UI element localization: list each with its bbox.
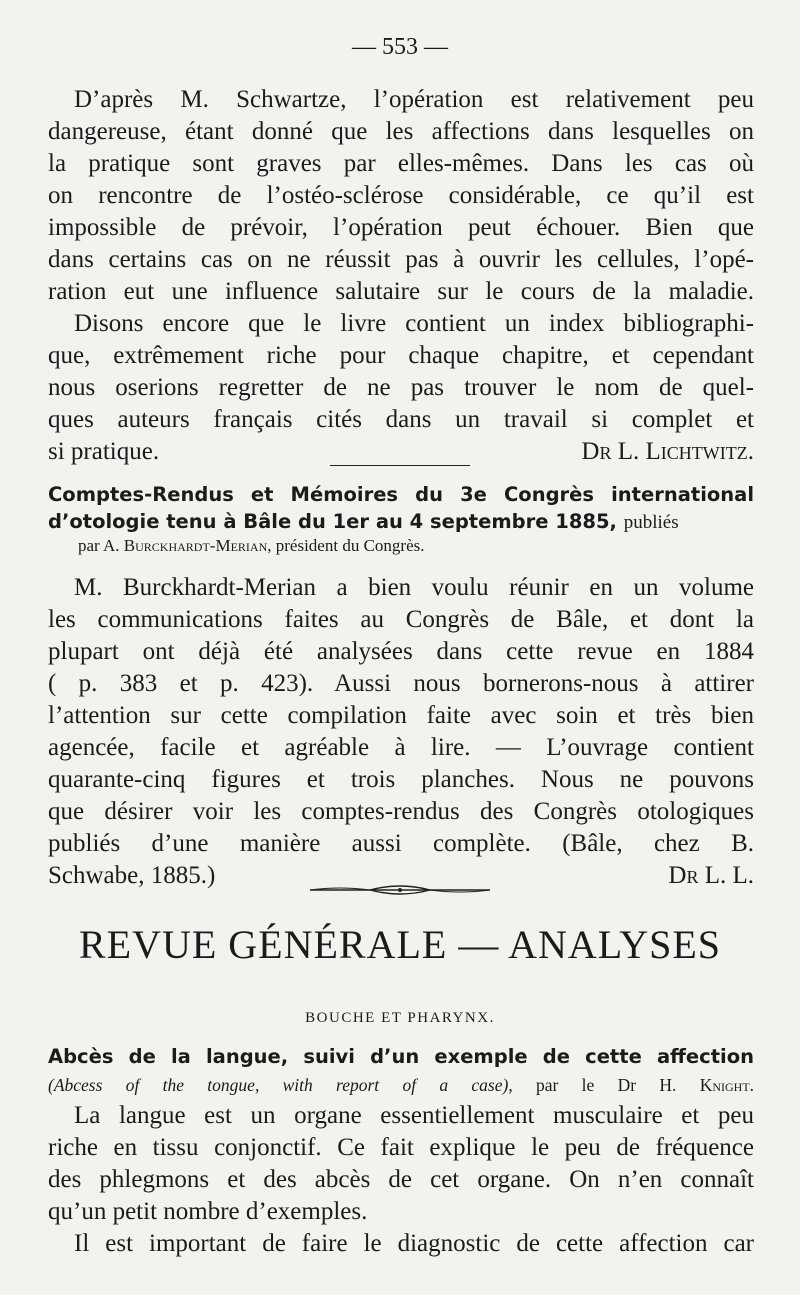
text-line: D’après M. Schwartze, l’opération est relativement peu [74, 86, 754, 113]
subsection-title: BOUCHE ET PHARYNX. [305, 1010, 495, 1026]
text-line: La langue est un organe essentiellement musculaire et peu [74, 1102, 754, 1129]
closing-text: si pratique. [48, 438, 160, 465]
byline-author: Burckhardt-Merian, [123, 536, 272, 555]
congress-signature: Dr L. L. [668, 862, 754, 889]
section-title: REVUE GÉNÉRALE — ANALYSES [78, 922, 722, 967]
text-line: M. Burckhardt-Merian a bien voulu réunir en un volume [74, 574, 754, 601]
byline-suffix: président du Congrès. [275, 536, 425, 555]
text-line: dans certains cas on ne réussit pas à ouvrir les cellules, l’opé- [48, 246, 754, 273]
text-line: Il est important de faire le diagnostic de cette affection car [74, 1230, 754, 1257]
article-subtitle-by: par le Dr H. [536, 1075, 677, 1095]
text-line: plupart ont déjà été analysées dans cette revue en 1884 [48, 638, 754, 665]
text-line: ques auteurs français cités dans un travail si complet et [48, 406, 754, 433]
article-subtitle-english: (Abcess of the tongue, with report of a case), [48, 1075, 513, 1095]
text-line: publiés d’une manière aussi complète. (Bâle, chez B. [48, 830, 754, 857]
text-line: qu’un petit nombre d’exemples. [48, 1198, 368, 1225]
text-line: des phlegmons et des abcès de cet organe. On n’en connaît [48, 1166, 754, 1193]
text-line: on rencontre de l’ostéo-sclérose considérable, ce qu’il est [48, 182, 754, 209]
text-line: agencée, facile et agréable à lire. — L’ouvrage contient [48, 734, 754, 761]
congress-heading-text: d’otologie tenu à Bâle du 1er au 4 septembre 1885, [48, 510, 617, 533]
article-author: Knight. [699, 1075, 755, 1095]
text-line: dangereuse, étant donné que les affections dans lesquelles on [48, 118, 754, 145]
congress-heading-published: publiés [623, 512, 679, 533]
congress-byline [78, 536, 424, 556]
review-signature: Dr L. Lichtwitz. [581, 438, 754, 465]
text-line: que, extrêmement riche pour chaque chapitre, et cependant [48, 342, 754, 369]
text-line [48, 436, 754, 468]
text-line: les communications faites au Congrès de Bâle, et dont la [48, 606, 754, 633]
text-line: quarante-cinq figures et trois planches. Nous ne pouvons [48, 766, 754, 793]
text-line: riche en tissu conjonctif. Ce fait explique le peu de fréquence [48, 1134, 754, 1161]
text-line: Disons encore que le livre contient un index bibliographi- [74, 310, 754, 337]
article-title: Abcès de la langue, suivi d’un exemple de cette affection [48, 1045, 754, 1068]
text-line: ( p. 383 et p. 423). Aussi nous bornerons-nous à attirer [48, 670, 754, 697]
page-number: — 553 — [352, 34, 448, 60]
closing-text: Schwabe, 1885.) [48, 862, 216, 889]
congress-heading: Comptes-Rendus et Mémoires du 3e Congrès international [48, 483, 754, 506]
text-line: impossible de prévoir, l’opération peut échouer. Bien que [48, 214, 754, 241]
article-subtitle [48, 1075, 754, 1096]
ornament-divider [300, 880, 500, 900]
text-line: l’attention sur cette compilation faite avec soin et très bien [48, 702, 754, 729]
text-line: nous oserions regretter de ne pas trouver le nom de quel- [48, 374, 754, 401]
text-line: ration eut une influence salutaire sur le cours de la maladie. [48, 278, 754, 305]
text-line: que désirer voir les comptes-rendus des Congrès otologiques [48, 798, 754, 825]
congress-heading-line2 [48, 509, 754, 536]
separator-rule [330, 465, 470, 466]
byline-prefix: par A. [78, 536, 120, 555]
text-line: la pratique sont graves par elles-mêmes. Dans les cas où [48, 150, 754, 177]
